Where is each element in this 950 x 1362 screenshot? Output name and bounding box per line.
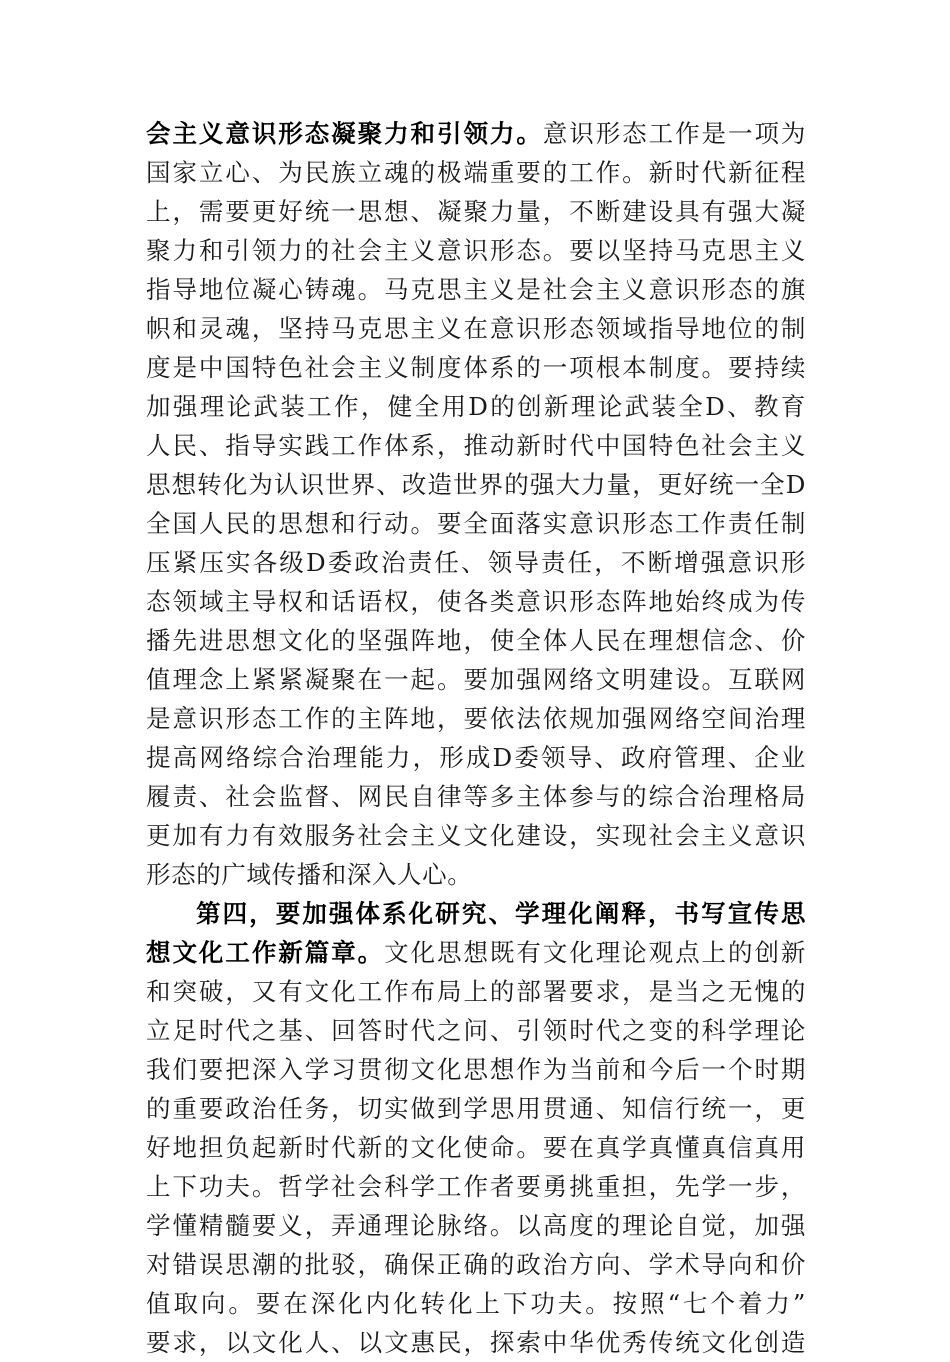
text-line: 更加有力有效服务社会主义文化建设，实现社会主义意识 [146,821,806,850]
text-line: 履责、社会监督、网民自律等多主体参与的综合治理格局 [146,782,806,811]
text-line: 上下功夫。哲学社会科学工作者要勇挑重担，先学一步， [146,1172,806,1201]
bold-heading-text: 第四，要加强体系化研究、学理化阐释，书写宣传思 [196,899,806,928]
text-line: 立足时代之基、回答时代之问、引领时代之变的科学理论 [146,1016,806,1045]
text-line: 学懂精髓要义，弄通理论脉络。以高度的理论自觉，加强 [146,1211,806,1240]
text-line: 帜和灵魂，坚持马克思主义在意识形态领域指导地位的制 [146,314,806,343]
line-text: 文化思想既有文化理论观点上的创新 [384,938,806,967]
bold-heading-text: 会主义意识形态凝聚力和引领力。 [146,119,543,148]
text-line: 提高网络综合治理能力，形成D委领导、政府管理、企业 [146,743,806,772]
text-line: 形态的广域传播和深入人心。 [146,860,473,889]
text-line: 播先进思想文化的坚强阵地，使全体人民在理想信念、价 [146,626,806,655]
text-line: 加强理论武装工作，健全用D的创新理论武装全D、教育 [146,392,806,421]
paragraph-ideology [146,114,806,894]
text-line: 我们要把深入学习贯彻文化思想作为当前和今后一个时期 [146,1055,806,1084]
text-line: 好地担负起新时代新的文化使命。要在真学真懂真信真用 [146,1133,806,1162]
text-line: 指导地位凝心铸魂。马克思主义是社会主义意识形态的旗 [146,275,806,304]
line-text: 意识形态工作是一项为 [542,119,806,148]
text-line: 度是中国特色社会主义制度体系的一项根本制度。要持续 [146,353,806,382]
text-line: 压紧压实各级D委政治责任、领导责任，不断增强意识形 [146,548,806,577]
text-line [146,114,806,153]
text-line: 值理念上紧紧凝聚在一起。要加强网络文明建设。互联网 [146,665,806,694]
text-line: 对错误思潮的批驳，确保正确的政治方向、学术导向和价 [146,1250,806,1279]
text-line: 上，需要更好统一思想、凝聚力量，不断建设具有强大凝 [146,197,806,226]
text-line [146,933,806,972]
text-line: 全国人民的思想和行动。要全面落实意识形态工作责任制 [146,509,806,538]
text-line: 思想转化为认识世界、改造世界的强大力量，更好统一全D [146,470,806,499]
text-line: 是意识形态工作的主阵地，要依法依规加强网络空间治理 [146,704,806,733]
text-line: 值取向。要在深化内化转化上下功夫。按照“七个着力” [146,1289,806,1318]
section-heading-line [146,894,806,933]
text-line: 国家立心、为民族立魂的极端重要的工作。新时代新征程 [146,158,806,187]
text-line: 态领域主导权和话语权，使各类意识形态阵地始终成为传 [146,587,806,616]
paragraph-fourth-point [146,894,806,1362]
text-line: 要求，以文化人、以文惠民，探索中华优秀传统文化创造 [146,1328,806,1357]
text-line: 的重要政治任务，切实做到学思用贯通、知信行统一，更 [146,1094,806,1123]
text-line: 和突破，又有文化工作布局上的部署要求，是当之无愧的 [146,977,806,1006]
body-text [146,114,806,1362]
text-line: 聚力和引领力的社会主义意识形态。要以坚持马克思主义 [146,236,806,265]
bold-heading-text: 想文化工作新篇章。 [146,938,385,967]
text-line: 人民、指导实践工作体系，推动新时代中国特色社会主义 [146,431,806,460]
